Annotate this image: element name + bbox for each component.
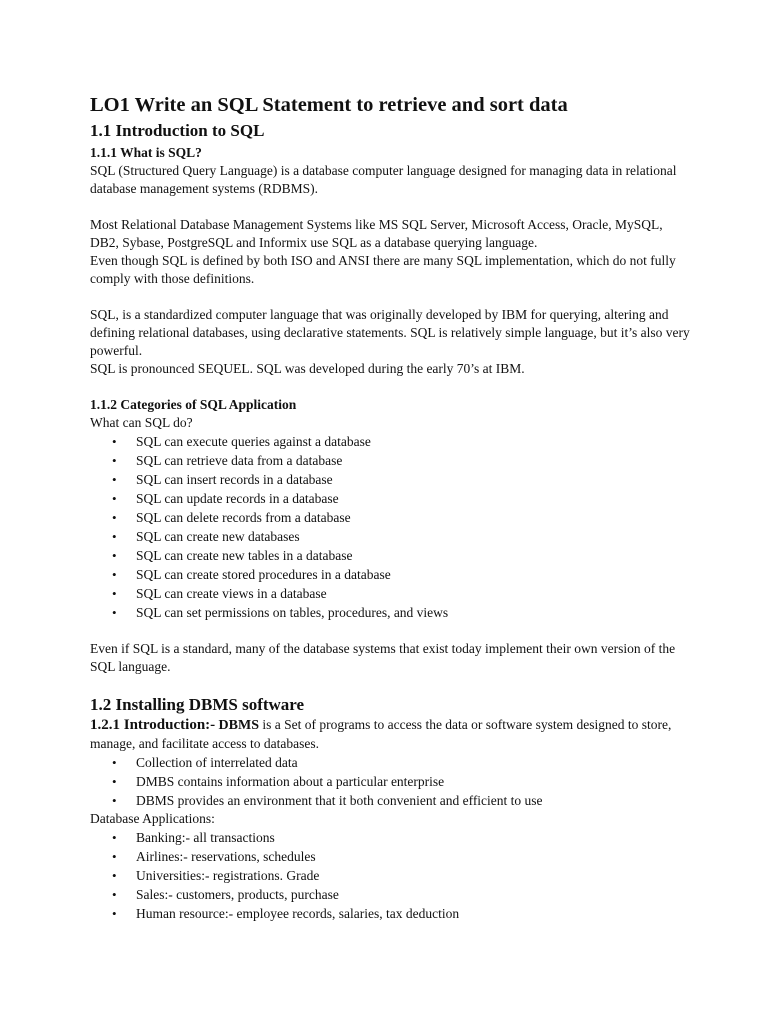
bullet-icon: • [112, 868, 117, 883]
list-item: • SQL can execute queries against a database [112, 434, 371, 449]
spacer [90, 198, 690, 216]
paragraph-what-can-sql-do: What can SQL do? [90, 415, 193, 430]
database-applications-label: Database Applications: [90, 811, 215, 826]
paragraph-dbms-introduction [90, 716, 690, 753]
dbms-characteristics-list [90, 753, 690, 810]
bullet-icon: • [112, 830, 117, 845]
database-applications-list [90, 828, 690, 923]
list-item: • DBMS provides an environment that it both convenient and efficient to use [112, 793, 543, 808]
bullet-icon: • [112, 510, 117, 525]
spacer [90, 378, 690, 396]
bullet-icon: • [112, 548, 117, 563]
list-item: • SQL can create stored procedures in a database [112, 567, 391, 582]
bullet-icon: • [112, 434, 117, 449]
paragraph-sql-versions: Even if SQL is a standard, many of the database systems that exist today implement their own version of the SQL language. [90, 641, 676, 674]
subsection-heading-what-is-sql: 1.1.1 What is SQL? [90, 145, 202, 160]
spacer [90, 622, 690, 640]
spacer [90, 288, 690, 306]
intro-text: is a Set of programs to access the data or software system designed to store, manage, and facilitate access to databases. [90, 717, 672, 751]
bullet-icon: • [112, 453, 117, 468]
list-item: • SQL can create new databases [112, 529, 300, 544]
bullet-icon: • [112, 755, 117, 770]
list-item: • Airlines:- reservations, schedules [112, 849, 316, 864]
list-item: • Human resource:- employee records, salaries, tax deduction [112, 906, 460, 921]
list-item: • SQL can delete records from a database [112, 510, 351, 525]
list-item: • SQL can set permissions on tables, procedures, and views [112, 605, 449, 620]
bullet-icon: • [112, 567, 117, 582]
subsection-heading-categories: 1.1.2 Categories of SQL Application [90, 397, 297, 412]
bullet-icon: • [112, 849, 117, 864]
section-heading-installing-dbms: 1.2 Installing DBMS software [90, 695, 305, 714]
section-heading-intro-sql: 1.1 Introduction to SQL [90, 121, 265, 140]
list-item: • DMBS contains information about a particular enterprise [112, 774, 445, 789]
list-item: • Collection of interrelated data [112, 755, 298, 770]
document-page [90, 92, 690, 923]
paragraph-sql-pronounced: SQL is pronounced SEQUEL. SQL was developed during the early 70’s at IBM. [90, 361, 525, 376]
spacer [90, 676, 690, 694]
bullet-icon: • [112, 586, 117, 601]
bullet-icon: • [112, 774, 117, 789]
sql-capabilities-list [90, 432, 690, 622]
list-item: • SQL can update records in a database [112, 491, 339, 506]
list-item: • Banking:- all transactions [112, 830, 275, 845]
bullet-icon: • [112, 491, 117, 506]
document-title: LO1 Write an SQL Statement to retrieve and sort data [90, 94, 568, 116]
bullet-icon: • [112, 529, 117, 544]
list-item: • Sales:- customers, products, purchase [112, 887, 339, 902]
list-item: • SQL can insert records in a database [112, 472, 333, 487]
paragraph-iso-ansi: Even though SQL is defined by both ISO and ANSI there are many SQL implementation, which do not fully comply with those definitions. [90, 253, 676, 286]
paragraph-rdbms-list: Most Relational Database Management Systems like MS SQL Server, Microsoft Access, Oracle, MySQL, DB2, Sybase, PostgreSQL and Informix use SQL as a database querying language. [90, 217, 663, 250]
bullet-icon: • [112, 472, 117, 487]
list-item: • SQL can retrieve data from a database [112, 453, 343, 468]
paragraph-sql-standardized: SQL, is a standardized computer language that was originally developed by IBM for querying, altering and defining relational databases, using declarative statements. SQL is relatively simple language, but it’s also very powerful. [90, 307, 690, 358]
bullet-icon: • [112, 906, 117, 921]
bullet-icon: • [112, 605, 117, 620]
intro-lead-label: 1.2.1 Introduction:- [90, 717, 216, 733]
bullet-icon: • [112, 887, 117, 902]
list-item: • SQL can create views in a database [112, 586, 327, 601]
bullet-icon: • [112, 793, 117, 808]
paragraph-sql-definition: SQL (Structured Query Language) is a database computer language designed for managing data in relational database management systems (RDBMS). [90, 163, 677, 196]
list-item: • Universities:- registrations. Grade [112, 868, 320, 883]
dbms-term: DBMS [218, 718, 259, 733]
list-item: • SQL can create new tables in a database [112, 548, 353, 563]
